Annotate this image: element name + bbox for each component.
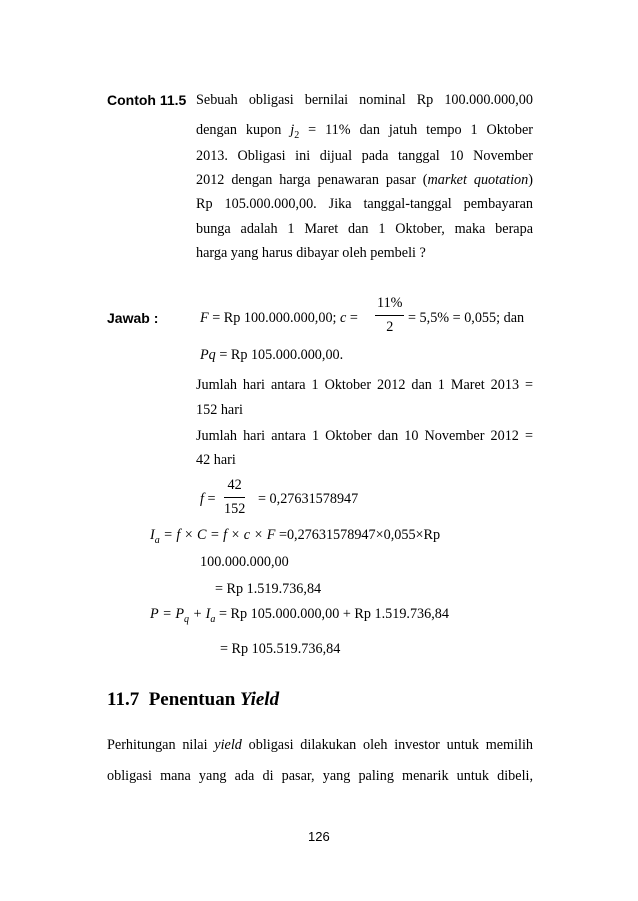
f-den: 152 [224,501,246,517]
F-text: = Rp 100.000.000,00; [212,310,337,326]
example-line-6: bunga adalah 1 Maret dan 1 Oktober, maka berapa [196,221,533,237]
example-line-1: Sebuah obligasi bernilai nominal Rp 100.000.000,00 [196,92,533,108]
page-number: 126 [308,829,330,844]
P-equation: $P = P_q + I_a = Rp$ 105.000.000,00 + Rp 1.519.736,84 [150,606,449,625]
paragraph-line-1 [107,737,533,754]
days2-line1: Jumlah hari antara 1 Oktober dan 10 November 2012 = [196,428,533,444]
c-den: 2 [386,319,394,335]
P-line2: = Rp 105.519.736,84 [220,641,341,657]
f-eq: = [207,491,216,507]
c-fraction [375,295,404,336]
kupon-math [290,122,534,141]
c-rest: = 5,5% = 0,055; dan [408,310,525,326]
days1-line1: Jumlah hari antara 1 Oktober 2012 dan 1 Maret 2013 = [196,377,533,393]
kupon-rest: = 11% dan jatuh tempo 1 Oktober [308,122,534,138]
P-formula: = P [162,606,185,622]
kupon-sub: 2 [294,129,300,141]
days1-line2: 152 hari [196,402,243,418]
Pq-var: Pq [200,347,216,363]
Ia-value: =0,27631578947×0,055×Rp [278,527,441,543]
f-var: f [200,491,204,507]
example-label: Contoh 11.5 [107,92,187,108]
example-line-7: harga yang harus dibayar oleh pembeli ? [196,245,426,261]
c-num: 11% [377,295,403,311]
close-paren: ) [528,172,533,188]
F-def [200,310,358,327]
Ia-equation: $I_a = f \times C = f \times c \times F =0,27631578947\times 0,055\times Rp$ [150,527,441,546]
Ia-line3: = Rp 1.519.736,84 [215,581,322,597]
f-num: 42 [227,477,242,493]
f-rest: = 0,27631578947 [258,491,359,507]
P-a: a [210,613,216,625]
kupon-var: j [290,122,295,138]
para-1-italic: yield [214,737,242,753]
answer-label: Jawab : [107,310,159,326]
para-1b: obligasi dilakukan oleh investor untuk memilih [241,737,534,753]
answer-line-Pq [200,347,343,364]
section-heading [107,689,279,711]
section-title-italic: Yield [240,689,280,710]
P-rest: = Rp 105.000.000,00 + Rp 1.519.736,84 [218,606,449,622]
Ia-formula: = f × C = f × c × F [163,527,276,543]
example-line-5: Rp 105.000.000,00. Jika tanggal-tanggal pembayaran [196,196,533,212]
answer-line-F [200,295,533,343]
c-var: c [340,310,347,326]
market-quotation: market quotation [427,172,529,188]
section-title: Penentuan [148,689,241,710]
para-1a: Perhitungan nilai [107,737,215,753]
example-line-4-text: 2012 dengan harga penawaran pasar ( [196,172,428,188]
P-q: q [184,613,190,625]
example-line-4 [196,172,533,189]
section-number: 11.7 [107,689,140,710]
f-fraction [224,477,245,518]
kupon-text: dengan kupon [196,122,282,138]
P-plus: + I [192,606,211,622]
example-line-2 [196,122,533,141]
paragraph-line-2: obligasi mana yang ada di pasar, yang paling menarik untuk dibeli, [107,768,533,784]
F-var: F [200,310,209,326]
example-line-3: 2013. Obligasi ini dijual pada tanggal 10 November [196,148,533,164]
Ia-line2: 100.000.000,00 [200,554,289,570]
days2-line2: 42 hari [196,452,236,468]
c-eq: = [349,310,358,326]
Pq-text: = Rp 105.000.000,00. [219,347,344,363]
f-equation [200,477,400,525]
